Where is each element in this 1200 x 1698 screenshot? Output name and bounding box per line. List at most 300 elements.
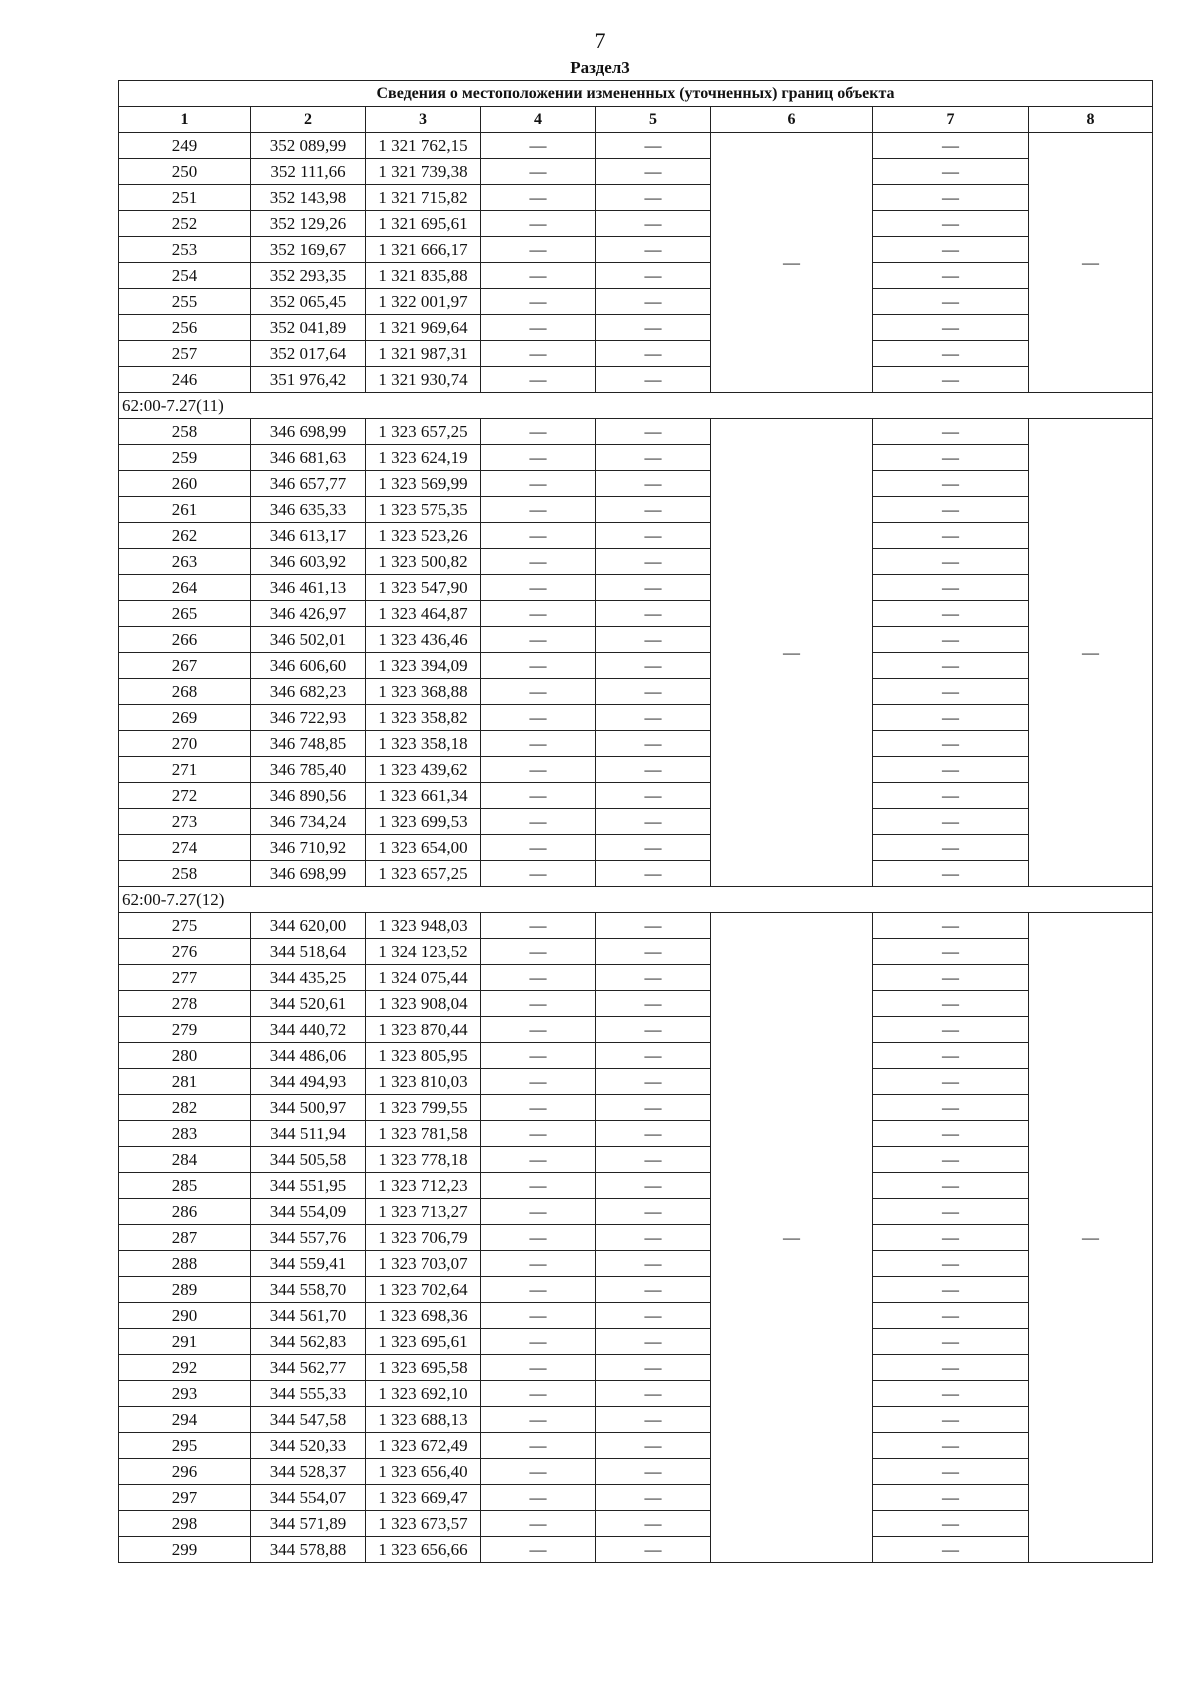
col4-dash-cell: — [481, 731, 596, 757]
col7-dash-cell: — [873, 237, 1029, 263]
column-header: 3 [366, 107, 481, 133]
x-coordinate-cell: 344 557,76 [251, 1225, 366, 1251]
col4-dash-cell: — [481, 549, 596, 575]
table-row [119, 1433, 1153, 1459]
x-coordinate-cell: 344 511,94 [251, 1121, 366, 1147]
col5-dash-cell: — [596, 1251, 711, 1277]
col4-dash-cell: — [481, 263, 596, 289]
col5-dash-cell: — [596, 419, 711, 445]
table-row [119, 1251, 1153, 1277]
col7-dash-cell: — [873, 1225, 1029, 1251]
col4-dash-cell: — [481, 1407, 596, 1433]
y-coordinate-cell: 1 324 075,44 [366, 965, 481, 991]
table-row [119, 1173, 1153, 1199]
point-number-cell: 286 [119, 1199, 251, 1225]
col5-dash-cell: — [596, 1069, 711, 1095]
y-coordinate-cell: 1 323 870,44 [366, 1017, 481, 1043]
col4-dash-cell: — [481, 1017, 596, 1043]
y-coordinate-cell: 1 323 464,87 [366, 601, 481, 627]
y-coordinate-cell: 1 323 669,47 [366, 1485, 481, 1511]
y-coordinate-cell: 1 323 810,03 [366, 1069, 481, 1095]
table-row [119, 289, 1153, 315]
col4-dash-cell: — [481, 1069, 596, 1095]
y-coordinate-cell: 1 323 692,10 [366, 1381, 481, 1407]
col7-dash-cell: — [873, 263, 1029, 289]
col7-dash-cell: — [873, 653, 1029, 679]
x-coordinate-cell: 352 169,67 [251, 237, 366, 263]
y-coordinate-cell: 1 323 575,35 [366, 497, 481, 523]
col5-dash-cell: — [596, 1173, 711, 1199]
col7-dash-cell: — [873, 965, 1029, 991]
y-coordinate-cell: 1 321 835,88 [366, 263, 481, 289]
x-coordinate-cell: 344 555,33 [251, 1381, 366, 1407]
table-row [119, 913, 1153, 939]
point-number-cell: 257 [119, 341, 251, 367]
col7-dash-cell: — [873, 1277, 1029, 1303]
col4-dash-cell: — [481, 289, 596, 315]
x-coordinate-cell: 346 890,56 [251, 783, 366, 809]
table-row [119, 1355, 1153, 1381]
point-number-cell: 285 [119, 1173, 251, 1199]
col7-dash-cell: — [873, 991, 1029, 1017]
point-number-cell: 274 [119, 835, 251, 861]
y-coordinate-cell: 1 323 908,04 [366, 991, 481, 1017]
col4-dash-cell: — [481, 1485, 596, 1511]
col5-dash-cell: — [596, 939, 711, 965]
col4-dash-cell: — [481, 315, 596, 341]
table-row [119, 939, 1153, 965]
col4-dash-cell: — [481, 159, 596, 185]
point-number-cell: 265 [119, 601, 251, 627]
col4-dash-cell: — [481, 1433, 596, 1459]
col5-dash-cell: — [596, 757, 711, 783]
col4-dash-cell: — [481, 471, 596, 497]
y-coordinate-cell: 1 321 715,82 [366, 185, 481, 211]
point-number-cell: 282 [119, 1095, 251, 1121]
col4-dash-cell: — [481, 523, 596, 549]
col7-dash-cell: — [873, 601, 1029, 627]
col7-dash-cell: — [873, 211, 1029, 237]
x-coordinate-cell: 352 065,45 [251, 289, 366, 315]
x-coordinate-cell: 346 698,99 [251, 861, 366, 887]
x-coordinate-cell: 344 505,58 [251, 1147, 366, 1173]
col7-dash-cell: — [873, 549, 1029, 575]
y-coordinate-cell: 1 323 547,90 [366, 575, 481, 601]
table-row [119, 991, 1153, 1017]
x-coordinate-cell: 346 635,33 [251, 497, 366, 523]
point-number-cell: 267 [119, 653, 251, 679]
point-number-cell: 254 [119, 263, 251, 289]
x-coordinate-cell: 344 486,06 [251, 1043, 366, 1069]
table-row [119, 653, 1153, 679]
y-coordinate-cell: 1 323 695,58 [366, 1355, 481, 1381]
point-number-cell: 251 [119, 185, 251, 211]
y-coordinate-cell: 1 322 001,97 [366, 289, 481, 315]
point-number-cell: 258 [119, 861, 251, 887]
col5-dash-cell: — [596, 1277, 711, 1303]
table-row [119, 497, 1153, 523]
col4-dash-cell: — [481, 1121, 596, 1147]
point-number-cell: 250 [119, 159, 251, 185]
x-coordinate-cell: 346 710,92 [251, 835, 366, 861]
col5-dash-cell: — [596, 1121, 711, 1147]
x-coordinate-cell: 346 461,13 [251, 575, 366, 601]
point-number-cell: 297 [119, 1485, 251, 1511]
col7-dash-cell: — [873, 1459, 1029, 1485]
col7-dash-cell: — [873, 1043, 1029, 1069]
col4-dash-cell: — [481, 445, 596, 471]
col7-dash-cell: — [873, 497, 1029, 523]
col6-merged-dash-cell: — [711, 133, 873, 393]
point-number-cell: 275 [119, 913, 251, 939]
x-coordinate-cell: 352 041,89 [251, 315, 366, 341]
point-number-cell: 249 [119, 133, 251, 159]
col7-dash-cell: — [873, 1199, 1029, 1225]
point-number-cell: 271 [119, 757, 251, 783]
x-coordinate-cell: 352 129,26 [251, 211, 366, 237]
y-coordinate-cell: 1 323 439,62 [366, 757, 481, 783]
x-coordinate-cell: 346 682,23 [251, 679, 366, 705]
point-number-cell: 281 [119, 1069, 251, 1095]
table-row [119, 237, 1153, 263]
col8-merged-dash-cell: — [1029, 419, 1153, 887]
col7-dash-cell: — [873, 835, 1029, 861]
col7-dash-cell: — [873, 1485, 1029, 1511]
x-coordinate-cell: 346 606,60 [251, 653, 366, 679]
col5-dash-cell: — [596, 263, 711, 289]
column-header: 5 [596, 107, 711, 133]
table-row [119, 1043, 1153, 1069]
x-coordinate-cell: 344 578,88 [251, 1537, 366, 1563]
table-row [119, 835, 1153, 861]
y-coordinate-cell: 1 321 969,64 [366, 315, 481, 341]
col5-dash-cell: — [596, 1329, 711, 1355]
y-coordinate-cell: 1 321 666,17 [366, 237, 481, 263]
col7-dash-cell: — [873, 185, 1029, 211]
y-coordinate-cell: 1 321 762,15 [366, 133, 481, 159]
col5-dash-cell: — [596, 1433, 711, 1459]
y-coordinate-cell: 1 321 930,74 [366, 367, 481, 393]
point-number-cell: 278 [119, 991, 251, 1017]
point-number-cell: 252 [119, 211, 251, 237]
y-coordinate-cell: 1 321 695,61 [366, 211, 481, 237]
table-row [119, 965, 1153, 991]
point-number-cell: 284 [119, 1147, 251, 1173]
col5-dash-cell: — [596, 627, 711, 653]
table-body [119, 133, 1153, 1563]
point-number-cell: 283 [119, 1121, 251, 1147]
point-number-cell: 269 [119, 705, 251, 731]
col7-dash-cell: — [873, 783, 1029, 809]
point-number-cell: 292 [119, 1355, 251, 1381]
col4-dash-cell: — [481, 653, 596, 679]
table-row [119, 1095, 1153, 1121]
col7-dash-cell: — [873, 575, 1029, 601]
col4-dash-cell: — [481, 1173, 596, 1199]
col5-dash-cell: — [596, 185, 711, 211]
table-row [119, 1121, 1153, 1147]
y-coordinate-cell: 1 323 656,66 [366, 1537, 481, 1563]
x-coordinate-cell: 351 976,42 [251, 367, 366, 393]
col7-dash-cell: — [873, 159, 1029, 185]
col7-dash-cell: — [873, 419, 1029, 445]
col5-dash-cell: — [596, 731, 711, 757]
y-coordinate-cell: 1 323 436,46 [366, 627, 481, 653]
col4-dash-cell: — [481, 1225, 596, 1251]
col4-dash-cell: — [481, 679, 596, 705]
col7-dash-cell: — [873, 1433, 1029, 1459]
table-row [119, 133, 1153, 159]
col4-dash-cell: — [481, 1095, 596, 1121]
table-row [119, 1381, 1153, 1407]
table-row [119, 861, 1153, 887]
y-coordinate-cell: 1 323 394,09 [366, 653, 481, 679]
y-coordinate-cell: 1 323 673,57 [366, 1511, 481, 1537]
y-coordinate-cell: 1 323 703,07 [366, 1251, 481, 1277]
col7-dash-cell: — [873, 1407, 1029, 1433]
point-number-cell: 256 [119, 315, 251, 341]
point-number-cell: 270 [119, 731, 251, 757]
table-row [119, 185, 1153, 211]
column-header: 7 [873, 107, 1029, 133]
x-coordinate-cell: 344 620,00 [251, 913, 366, 939]
x-coordinate-cell: 344 571,89 [251, 1511, 366, 1537]
col6-merged-dash-cell: — [711, 913, 873, 1563]
col5-dash-cell: — [596, 445, 711, 471]
x-coordinate-cell: 346 734,24 [251, 809, 366, 835]
point-number-cell: 255 [119, 289, 251, 315]
col5-dash-cell: — [596, 367, 711, 393]
col5-dash-cell: — [596, 471, 711, 497]
table-row [119, 809, 1153, 835]
y-coordinate-cell: 1 323 695,61 [366, 1329, 481, 1355]
point-number-cell: 273 [119, 809, 251, 835]
point-number-cell: 289 [119, 1277, 251, 1303]
col7-dash-cell: — [873, 315, 1029, 341]
col7-dash-cell: — [873, 1173, 1029, 1199]
x-coordinate-cell: 352 143,98 [251, 185, 366, 211]
col5-dash-cell: — [596, 159, 711, 185]
group-label-row [119, 393, 1153, 419]
point-number-cell: 260 [119, 471, 251, 497]
table-row [119, 1329, 1153, 1355]
x-coordinate-cell: 352 111,66 [251, 159, 366, 185]
col7-dash-cell: — [873, 913, 1029, 939]
x-coordinate-cell: 344 562,77 [251, 1355, 366, 1381]
x-coordinate-cell: 344 547,58 [251, 1407, 366, 1433]
table-row [119, 1225, 1153, 1251]
col4-dash-cell: — [481, 783, 596, 809]
col4-dash-cell: — [481, 1537, 596, 1563]
boundary-coordinates-table [118, 80, 1153, 1563]
col4-dash-cell: — [481, 1251, 596, 1277]
point-number-cell: 287 [119, 1225, 251, 1251]
col4-dash-cell: — [481, 809, 596, 835]
col5-dash-cell: — [596, 315, 711, 341]
col7-dash-cell: — [873, 679, 1029, 705]
x-coordinate-cell: 346 748,85 [251, 731, 366, 757]
y-coordinate-cell: 1 323 778,18 [366, 1147, 481, 1173]
col5-dash-cell: — [596, 1511, 711, 1537]
col5-dash-cell: — [596, 1225, 711, 1251]
y-coordinate-cell: 1 323 688,13 [366, 1407, 481, 1433]
x-coordinate-cell: 346 502,01 [251, 627, 366, 653]
y-coordinate-cell: 1 323 661,34 [366, 783, 481, 809]
col7-dash-cell: — [873, 1017, 1029, 1043]
y-coordinate-cell: 1 323 698,36 [366, 1303, 481, 1329]
col7-dash-cell: — [873, 523, 1029, 549]
point-number-cell: 262 [119, 523, 251, 549]
point-number-cell: 277 [119, 965, 251, 991]
col5-dash-cell: — [596, 497, 711, 523]
group-label: 62:00-7.27(11) [119, 393, 1153, 419]
point-number-cell: 288 [119, 1251, 251, 1277]
x-coordinate-cell: 344 554,07 [251, 1485, 366, 1511]
col7-dash-cell: — [873, 1095, 1029, 1121]
x-coordinate-cell: 344 500,97 [251, 1095, 366, 1121]
table-row [119, 679, 1153, 705]
col4-dash-cell: — [481, 497, 596, 523]
y-coordinate-cell: 1 321 739,38 [366, 159, 481, 185]
x-coordinate-cell: 346 657,77 [251, 471, 366, 497]
col5-dash-cell: — [596, 991, 711, 1017]
column-number-row [119, 107, 1153, 133]
point-number-cell: 246 [119, 367, 251, 393]
col7-dash-cell: — [873, 705, 1029, 731]
page-number: 7 [594, 28, 606, 53]
table-row [119, 627, 1153, 653]
col5-dash-cell: — [596, 835, 711, 861]
col5-dash-cell: — [596, 1095, 711, 1121]
x-coordinate-cell: 344 440,72 [251, 1017, 366, 1043]
col5-dash-cell: — [596, 1459, 711, 1485]
x-coordinate-cell: 346 426,97 [251, 601, 366, 627]
x-coordinate-cell: 344 518,64 [251, 939, 366, 965]
col5-dash-cell: — [596, 679, 711, 705]
x-coordinate-cell: 344 561,70 [251, 1303, 366, 1329]
col4-dash-cell: — [481, 965, 596, 991]
y-coordinate-cell: 1 323 657,25 [366, 419, 481, 445]
x-coordinate-cell: 346 603,92 [251, 549, 366, 575]
col7-dash-cell: — [873, 1121, 1029, 1147]
table-row [119, 471, 1153, 497]
point-number-cell: 279 [119, 1017, 251, 1043]
col4-dash-cell: — [481, 1329, 596, 1355]
y-coordinate-cell: 1 323 702,64 [366, 1277, 481, 1303]
col8-merged-dash-cell: — [1029, 133, 1153, 393]
col4-dash-cell: — [481, 211, 596, 237]
column-header: 2 [251, 107, 366, 133]
point-number-cell: 258 [119, 419, 251, 445]
y-coordinate-cell: 1 323 624,19 [366, 445, 481, 471]
col7-dash-cell: — [873, 341, 1029, 367]
col7-dash-cell: — [873, 627, 1029, 653]
table-row [119, 1485, 1153, 1511]
col4-dash-cell: — [481, 1277, 596, 1303]
y-coordinate-cell: 1 323 706,79 [366, 1225, 481, 1251]
table-row [119, 1199, 1153, 1225]
col7-dash-cell: — [873, 133, 1029, 159]
col5-dash-cell: — [596, 1303, 711, 1329]
col5-dash-cell: — [596, 1407, 711, 1433]
col7-dash-cell: — [873, 1069, 1029, 1095]
x-coordinate-cell: 344 435,25 [251, 965, 366, 991]
y-coordinate-cell: 1 323 713,27 [366, 1199, 481, 1225]
col7-dash-cell: — [873, 1147, 1029, 1173]
x-coordinate-cell: 344 551,95 [251, 1173, 366, 1199]
point-number-cell: 264 [119, 575, 251, 601]
col7-dash-cell: — [873, 471, 1029, 497]
col4-dash-cell: — [481, 367, 596, 393]
x-coordinate-cell: 344 554,09 [251, 1199, 366, 1225]
y-coordinate-cell: 1 323 948,03 [366, 913, 481, 939]
col7-dash-cell: — [873, 289, 1029, 315]
col5-dash-cell: — [596, 965, 711, 991]
col4-dash-cell: — [481, 133, 596, 159]
col4-dash-cell: — [481, 1459, 596, 1485]
col4-dash-cell: — [481, 705, 596, 731]
x-coordinate-cell: 344 520,61 [251, 991, 366, 1017]
point-number-cell: 266 [119, 627, 251, 653]
point-number-cell: 272 [119, 783, 251, 809]
col5-dash-cell: — [596, 523, 711, 549]
col5-dash-cell: — [596, 1537, 711, 1563]
col4-dash-cell: — [481, 419, 596, 445]
col8-merged-dash-cell: — [1029, 913, 1153, 1563]
x-coordinate-cell: 344 520,33 [251, 1433, 366, 1459]
col7-dash-cell: — [873, 1251, 1029, 1277]
col7-dash-cell: — [873, 367, 1029, 393]
point-number-cell: 263 [119, 549, 251, 575]
column-header: 4 [481, 107, 596, 133]
table-row [119, 1511, 1153, 1537]
column-header: 6 [711, 107, 873, 133]
col5-dash-cell: — [596, 809, 711, 835]
y-coordinate-cell: 1 323 656,40 [366, 1459, 481, 1485]
col4-dash-cell: — [481, 627, 596, 653]
y-coordinate-cell: 1 323 805,95 [366, 1043, 481, 1069]
col5-dash-cell: — [596, 1485, 711, 1511]
x-coordinate-cell: 346 613,17 [251, 523, 366, 549]
point-number-cell: 280 [119, 1043, 251, 1069]
table-row [119, 445, 1153, 471]
col4-dash-cell: — [481, 1303, 596, 1329]
table-row [119, 419, 1153, 445]
table-row [119, 367, 1153, 393]
table-row [119, 549, 1153, 575]
col7-dash-cell: — [873, 1537, 1029, 1563]
table-row [119, 315, 1153, 341]
col6-merged-dash-cell: — [711, 419, 873, 887]
col4-dash-cell: — [481, 575, 596, 601]
table-row [119, 1303, 1153, 1329]
table-row [119, 263, 1153, 289]
y-coordinate-cell: 1 323 500,82 [366, 549, 481, 575]
col5-dash-cell: — [596, 913, 711, 939]
table-row [119, 705, 1153, 731]
y-coordinate-cell: 1 323 699,53 [366, 809, 481, 835]
col5-dash-cell: — [596, 705, 711, 731]
y-coordinate-cell: 1 323 358,18 [366, 731, 481, 757]
point-number-cell: 290 [119, 1303, 251, 1329]
x-coordinate-cell: 346 681,63 [251, 445, 366, 471]
y-coordinate-cell: 1 323 799,55 [366, 1095, 481, 1121]
point-number-cell: 268 [119, 679, 251, 705]
group-label-row [119, 887, 1153, 913]
x-coordinate-cell: 344 558,70 [251, 1277, 366, 1303]
x-coordinate-cell: 352 017,64 [251, 341, 366, 367]
col5-dash-cell: — [596, 237, 711, 263]
